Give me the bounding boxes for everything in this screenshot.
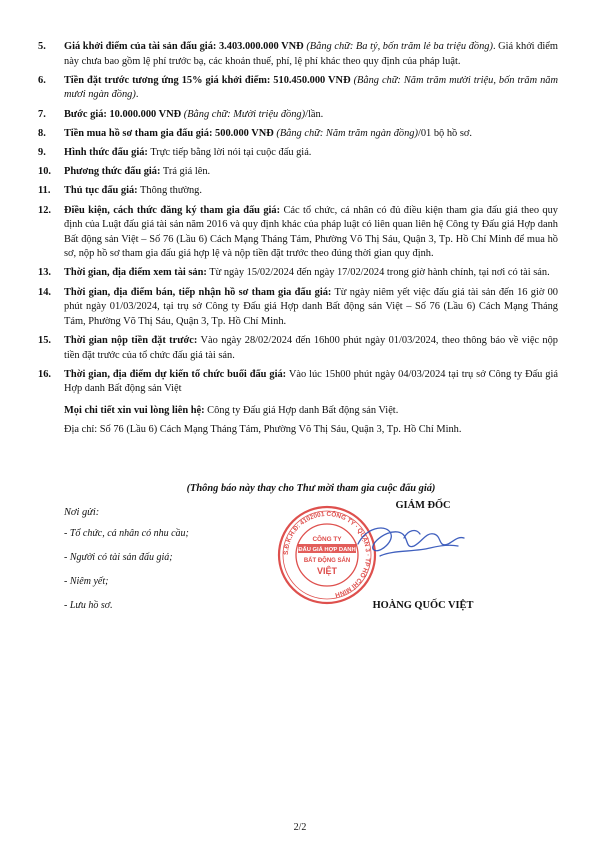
term-label: Thời gian nộp tiền đặt trước: — [64, 335, 198, 347]
term-label: Thời gian, địa điểm xem tài sản: — [64, 267, 207, 279]
auction-terms-list — [38, 40, 558, 402]
term-text: . — [135, 89, 139, 101]
term-label: Giá khởi điểm của tài sản đấu giá: 3.403.000.000 VNĐ — [64, 41, 304, 52]
term-amount-in-words: (Bằng chữ: Ba tỷ, bốn trăm lẻ ba triệu đồng) — [303, 41, 493, 52]
term-body — [64, 74, 558, 103]
term-text: Thông thường. — [137, 185, 202, 197]
term-item — [38, 74, 558, 103]
term-body — [64, 334, 558, 363]
contact-line — [64, 404, 558, 419]
term-item — [38, 266, 558, 281]
term-item — [38, 204, 558, 262]
term-text: Từ ngày 15/02/2024 đến ngày 17/02/2024 trong giờ hành chính, tại nơi có tài sản. — [206, 267, 550, 279]
term-number: 15. — [38, 335, 51, 347]
seal-line-4: VIỆT — [316, 566, 338, 576]
term-amount-in-words: (Bằng chữ: Năm trăm ngàn đồng) — [273, 127, 418, 139]
notice-note: (Thông báo này thay cho Thư mời tham gia cuộc đấu giá) — [186, 483, 436, 494]
term-item — [38, 368, 558, 397]
term-text: Trực tiếp bằng lời nói tại cuộc đấu giá. — [147, 146, 312, 158]
recipient-item: - Tổ chức, cá nhân có nhu cầu; — [64, 527, 189, 539]
term-label: Thời gian, địa điểm dự kiến tổ chức buổi đấu giá: — [64, 368, 287, 380]
term-item — [38, 146, 558, 161]
term-item — [38, 127, 558, 142]
term-text: Vào ngày 28/02/2024 đến 16h00 phút ngày 01/03/2024, theo thông báo về việc nộp tiền đặt trước của tổ chức đấu giá tài sản. — [64, 335, 559, 361]
term-text: Các tổ chức, cá nhân có đủ điều kiện tham gia đấu giá theo quy định của Luật đấu giá tài sản năm 2016 và quy định khác của pháp luật có liên quan liên hệ Công ty Đấu giá Hợp danh Bất động sản Việt – Số 76 (Lầu 6) Cách Mạng Tháng Tám, Phường Võ Thị Sáu, Quận 3, Tp. Hồ Chí Minh để mua hồ sơ, nộp hồ sơ tham gia đấu giá hợp lệ và nộp tiền đặt trước theo đúng thời gian quy định. — [64, 204, 558, 260]
term-number: 12. — [38, 204, 51, 216]
term-number: 9. — [38, 146, 46, 158]
term-number: 16. — [38, 368, 51, 380]
director-title: GIÁM ĐỐC — [395, 500, 451, 511]
recipient-item: - Lưu hồ sơ. — [64, 600, 113, 612]
term-number: 7. — [38, 108, 46, 120]
term-label: Tiền đặt trước tương ứng 15% giá khởi điểm: 510.450.000 VNĐ — [64, 74, 351, 86]
term-text: . Giá khởi điểm này chưa bao gồm lệ phí trước bạ, các khoản thuế, phí, lệ phí khác theo quy định của pháp luật. — [64, 41, 558, 67]
recipient-item: - Niêm yết; — [64, 575, 109, 587]
term-label: Hình thức đấu giá: — [64, 146, 148, 158]
contact-company: Công ty Đấu giá Hợp danh Bất động sản Việt. — [204, 405, 399, 416]
term-body — [64, 146, 558, 161]
director-signature — [318, 510, 478, 580]
term-item — [38, 334, 558, 363]
seal-line-1: CÔNG TY — [312, 536, 342, 543]
term-number: 6. — [38, 74, 46, 86]
term-number: 8. — [38, 127, 46, 139]
contact-block — [64, 404, 558, 437]
term-body — [64, 184, 558, 199]
seal-line-3: BẤT ĐỘNG SẢN — [303, 558, 351, 564]
term-body — [64, 286, 558, 330]
contact-label: Mọi chi tiết xin vui lòng liên hệ: — [64, 405, 205, 416]
term-body — [64, 40, 558, 69]
term-item — [38, 165, 558, 180]
term-body — [64, 368, 558, 397]
seal-line-2: ĐẤU GIÁ HỢP DANH — [298, 547, 356, 553]
recipients-title: Nơi gửi: — [64, 507, 100, 518]
seal-ring-text: S.Đ.K.H.Đ: 4102001 CÔNG TY · QUẬN 3 · TP HỒ CHÍ MINH — [282, 510, 372, 599]
term-amount-in-words: (Bằng chữ: Năm trăm mười triệu, bốn trăm năm mươi ngàn đồng) — [64, 74, 558, 101]
term-number: 14. — [38, 286, 51, 298]
term-text: /lần. — [305, 108, 324, 120]
term-body — [64, 165, 558, 180]
page-number: 2/2 — [293, 822, 307, 833]
term-number: 13. — [38, 267, 51, 279]
term-label: Thời gian, địa điểm bán, tiếp nhận hồ sơ tham gia đấu giá: — [64, 286, 332, 298]
term-label: Thủ tục đấu giá: — [64, 185, 138, 197]
term-item — [38, 108, 558, 123]
term-item — [38, 184, 558, 199]
term-item — [38, 286, 558, 330]
recipients-block — [64, 506, 294, 623]
term-text: /01 bộ hồ sơ. — [417, 127, 472, 139]
director-name: HOÀNG QUỐC VIỆT — [372, 600, 474, 611]
term-label: Tiền mua hồ sơ tham gia đấu giá: 500.000 VNĐ — [64, 127, 274, 139]
term-number: 10. — [38, 166, 51, 178]
term-number: 5. — [38, 41, 46, 52]
term-amount-in-words: (Bằng chữ: Mười triệu đồng) — [181, 108, 306, 120]
term-label: Bước giá: 10.000.000 VNĐ — [64, 108, 182, 120]
contact-address: Địa chỉ: Số 76 (Lầu 6) Cách Mạng Tháng Tám, Phường Võ Thị Sáu, Quận 3, Tp. Hồ Chí Minh. — [64, 423, 462, 435]
term-text: Vào lúc 15h00 phút ngày 04/03/2024 tại trụ sở Công ty Đấu giá Hợp danh Bất động sản Việt — [64, 368, 558, 395]
term-body — [64, 204, 558, 262]
term-text: Từ ngày niêm yết việc đấu giá tài sản đến 16 giờ 00 phút ngày 01/03/2024, tại trụ sở Công ty Đấu giá Hợp danh Bất động sản Việt – Số 76 (Lầu 6) Cách Mạng Tháng Tám, Phường Võ Thị Sáu, Quận 3, Tp. Hồ Chí Minh. — [64, 286, 559, 327]
term-text: Trả giá lên. — [160, 166, 211, 178]
term-label: Phương thức đấu giá: — [64, 166, 161, 178]
recipient-item: - Người có tài sản đấu giá; — [64, 551, 173, 563]
term-body — [64, 108, 558, 123]
term-body — [64, 266, 558, 281]
term-item — [38, 40, 558, 69]
term-body — [64, 127, 558, 142]
term-label: Điều kiện, cách thức đăng ký tham gia đấu giá: — [64, 204, 281, 216]
term-number: 11. — [38, 185, 51, 197]
